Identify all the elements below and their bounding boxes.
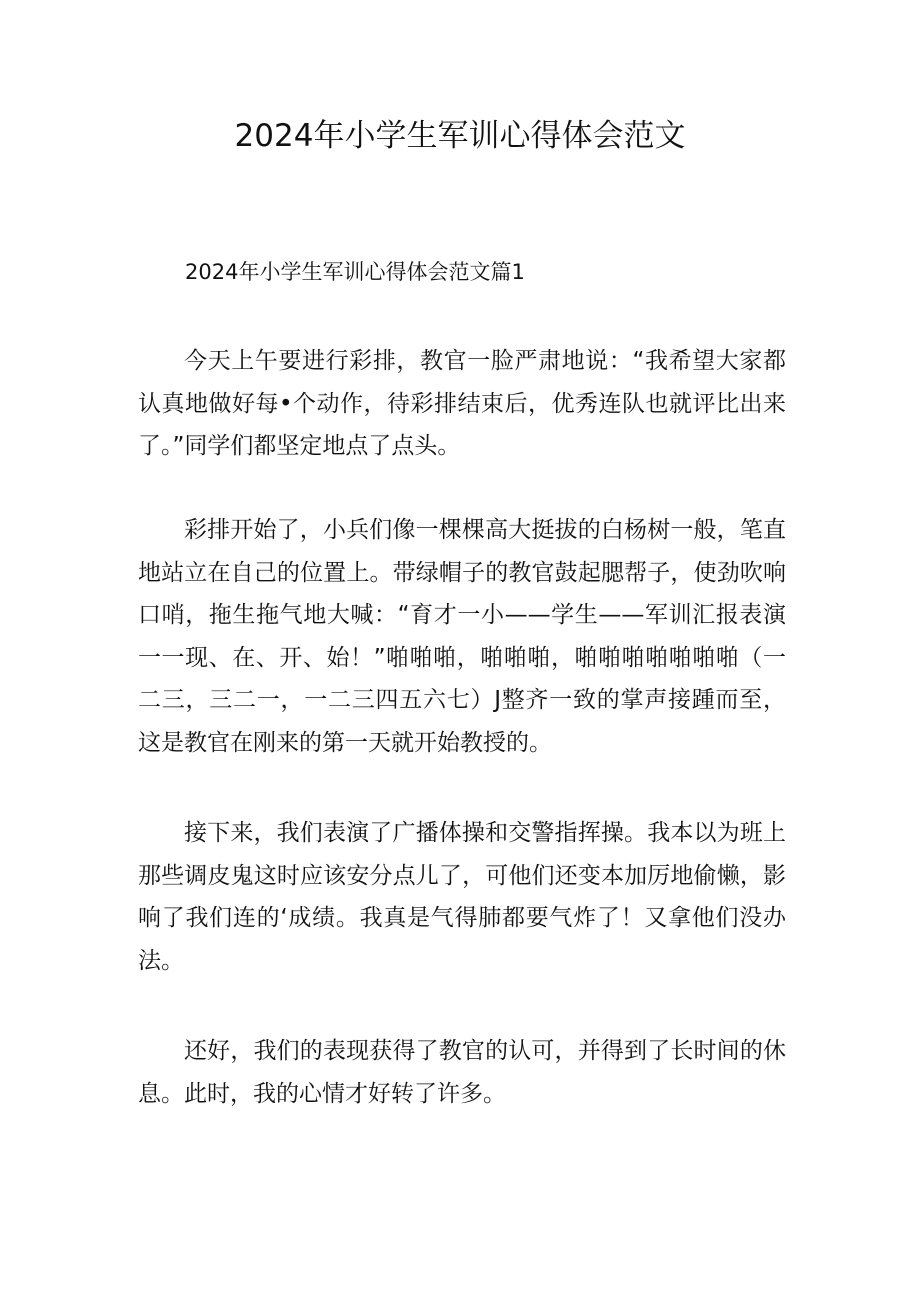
document-title: 2024年小学生军训心得体会范文 [234, 118, 686, 154]
paragraph-2: 彩排开始了，小兵们像一棵棵高大挺拔的白杨树一般，笔直地站立在自己的位置上。带绿帽子的教官鼓起腮帮子，使劲吹响口哨，拖生拖气地大喊：“育才一小——学生——军训汇报表演一一现、在、开、始！”啪啪啪，啪啪啪，啪啪啪啪啪啪啪（一二三，三二一，一二三四五六七）J整齐一致的掌声接踵而至，这是教官在刚来的第一天就开始教授的。 [138, 517, 786, 756]
section-title: 2024年小学生军训心得体会范文篇1 [185, 260, 525, 284]
paragraph-1: 今天上午要进行彩排，教官一脸严肃地说：“我希望大家都认真地做好每•个动作，待彩排结束后，优秀连队也就评比出来了。”同学们都坚定地点了点头。 [138, 348, 786, 459]
paragraph-4: 还好，我们的表现获得了教官的认可，并得到了长时间的休息。此时，我的心情才好转了许多。 [138, 1038, 786, 1107]
paragraph-3: 接下来，我们表演了广播体操和交警指挥操。我本以为班上那些调皮鬼这时应该安分点儿了，可他们还变本加厉地偷懒，影响了我们连的‘成绩。我真是气得肺都要气炸了！又拿他们没办法。 [138, 820, 786, 974]
